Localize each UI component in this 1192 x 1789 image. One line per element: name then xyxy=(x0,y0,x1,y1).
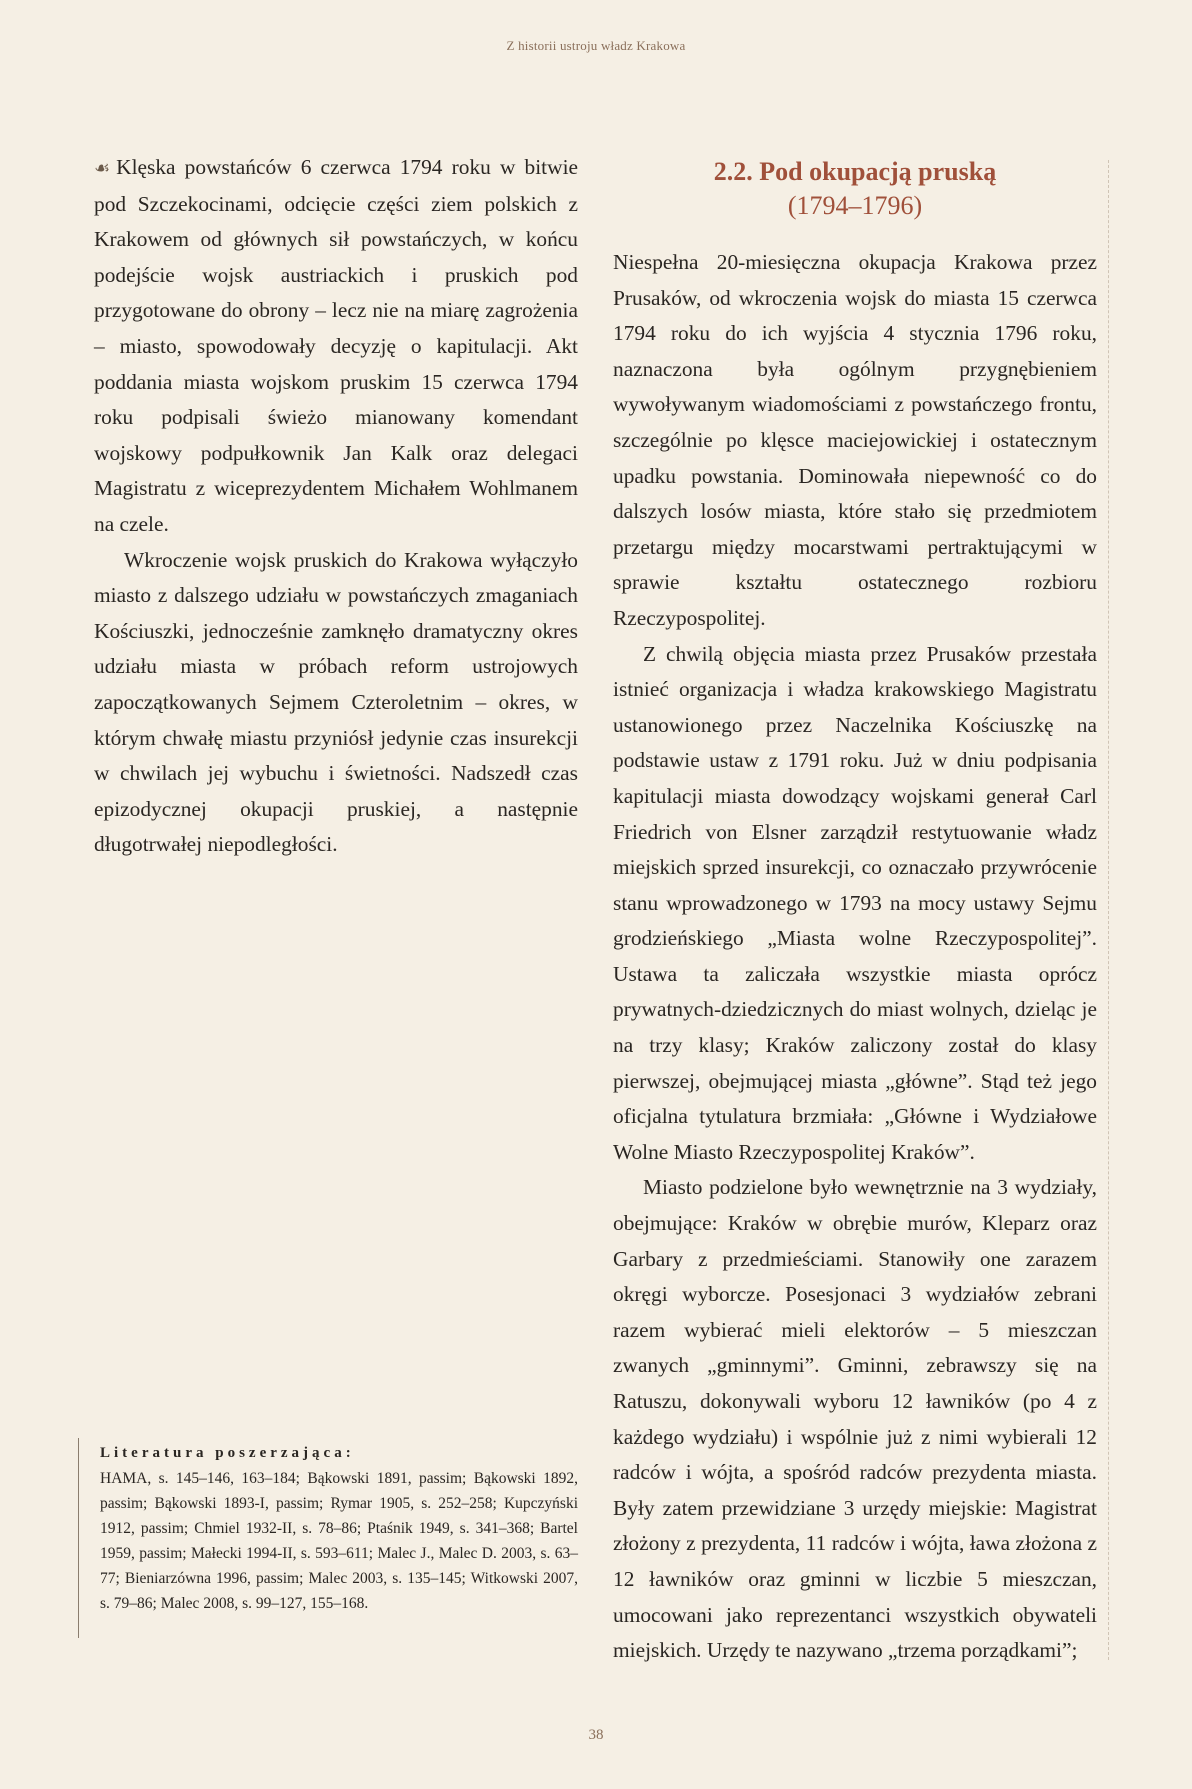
literature-title: Literatura poszerzająca: xyxy=(100,1445,355,1461)
paragraph-3: Niespełna 20-miesięczna okupacja Krakowa przez Prusaków, od wkroczenia wojsk do miasta 15 czerwca 1794 roku do ich wyjścia 4 stycznia 1796 roku, naznaczona była ogólnym przygnębieniem wywoływanym wiadomościami z powstańczego frontu, szczególnie po klęsce maciejowickiej i ostatecznym upadku powstania. Dominowała niepewność co do dalszych losów miasta, które stało się przedmiotem przetargu między mocarstwami pertraktującymi w sprawie kształtu ostatecznego rozbioru Rzeczypospolitej. xyxy=(613,250,1097,630)
section-heading-dates: (1794–1796) xyxy=(787,191,923,220)
literature-text: HAMA, s. 145–146, 163–184; Bąkowski 1891, passim; Bąkowski 1892, passim; Bąkowski 1893-I, passim; Rymar 1905, s. 252–258; Kupczyński 1912, passim; Chmiel 1932-II, s. 78–86; Ptaśnik 1949, s. 341–368; Bartel 1959, passim; Małecki 1994-II, s. 593–611; Malec J., Malec D. 2003, s. 63–77; Bieniarzówna 1996, passim; Malec 2003, s. 135–145; Witkowski 2007, s. 79–86; Malec 2008, s. 99–127, 155–168. xyxy=(100,1470,578,1612)
paragraph-1-text: Klęska powstańców 6 czerwca 1794 roku w bitwie pod Szczekocinami, odcięcie części ziem polskich z Krakowem od głównych sił powstańczych, w końcu podejście wojsk austriackich i pruskich pod przygotowane do obrony – lecz nie na miarę zagrożenia – miasto, spowodowały decyzję o kapitulacji. Akt poddania miasta wojskom pruskim 15 czerwca 1794 roku podpisali świeżo mianowany komendant wojskowy podpułkownik Jan Kalk oraz delegaci Magistratu z wiceprezydentem Michałem Wohlmanem na czele. xyxy=(94,155,578,536)
paragraph-1 xyxy=(94,150,578,543)
column-rule xyxy=(1108,160,1110,1660)
paragraph-5: Miasto podzielone było wewnętrznie na 3 wydziały, obejmujące: Kraków w obrębie murów, Kleparz oraz Garbary z przedmieściami. Stanowiły one zarazem okręgi wyborcze. Posesjonaci 3 wydziałów zebrani razem wybierać mieli elektorów – 5 mieszczan zwanych „gminnymi”. Gminni, zebrawszy się na Ratuszu, dokonywali wyboru 12 ławników (po 4 z każdego wydziału) i wspólnie już z nimi wybierali 12 radców i wójta, a spośród radców prezydenta miasta. Były zatem przewidziane 3 urzędy miejskie: Magistrat złożony z prezydenta, 11 radców i wójta, ława złożona z 12 ławników oraz gminni w liczbie 5 mieszczan, umocowani jako reprezentanci wszystkich obywateli miejskich. Urzędy te nazywano „trzema porządkami”; xyxy=(613,1175,1097,1663)
section-heading-title: 2.2. Pod okupacją pruską xyxy=(713,157,997,186)
literature-box xyxy=(100,1441,578,1616)
right-column xyxy=(613,155,1097,1669)
running-head: Z historii ustroju władz Krakowa xyxy=(506,38,686,53)
page-number: 38 xyxy=(588,1727,604,1743)
paragraph-2: Wkroczenie wojsk pruskich do Krakowa wyłączyło miasto z dalszego udziału w powstańczych zmaganiach Kościuszki, jednocześnie zamknęło dramatyczny okres udziału miasta w próbach reform ustrojowych zapoczątkowanych Sejmem Czteroletnim – okres, w którym chwałę miastu przyniósł jedynie czas insurekcji w chwilach jej wybuchu i świetności. Nadszedł czas epizodycznej okupacji pruskiej, a następnie długotrwałej niepodległości. xyxy=(94,547,578,857)
paragraph-4: Z chwilą objęcia miasta przez Prusaków przestała istnieć organizacja i władza krakowskiego Magistratu ustanowionego przez Naczelnika Kościuszkę na podstawie ustaw z 1791 roku. Już w dniu podpisania kapitulacji miasta dowodzący wojskami generał Carl Friedrich von Elsner zarządził restytuowanie władz miejskich sprzed insurekcji, co oznaczało przywrócenie stanu wprowadzonego w 1793 na mocy ustawy Sejmu grodzieńskiego „Miasta wolne Rzeczypospolitej”. Ustawa ta zaliczała wszystkie miasta oprócz prywatnych-dziedzicznych do miast wolnych, dzieląc je na trzy klasy; Kraków zaliczony został do klasy pierwszej, obejmującej miasta „główne”. Stąd też jego oficjalna tytulatura brzmiała: „Główne i Wydziałowe Wolne Miasto Rzeczypospolitej Kraków”. xyxy=(613,641,1097,1164)
left-column xyxy=(94,150,578,863)
fleuron-icon: ☙ xyxy=(94,158,111,179)
section-heading xyxy=(613,155,1097,223)
literature-rule xyxy=(78,1438,80,1638)
